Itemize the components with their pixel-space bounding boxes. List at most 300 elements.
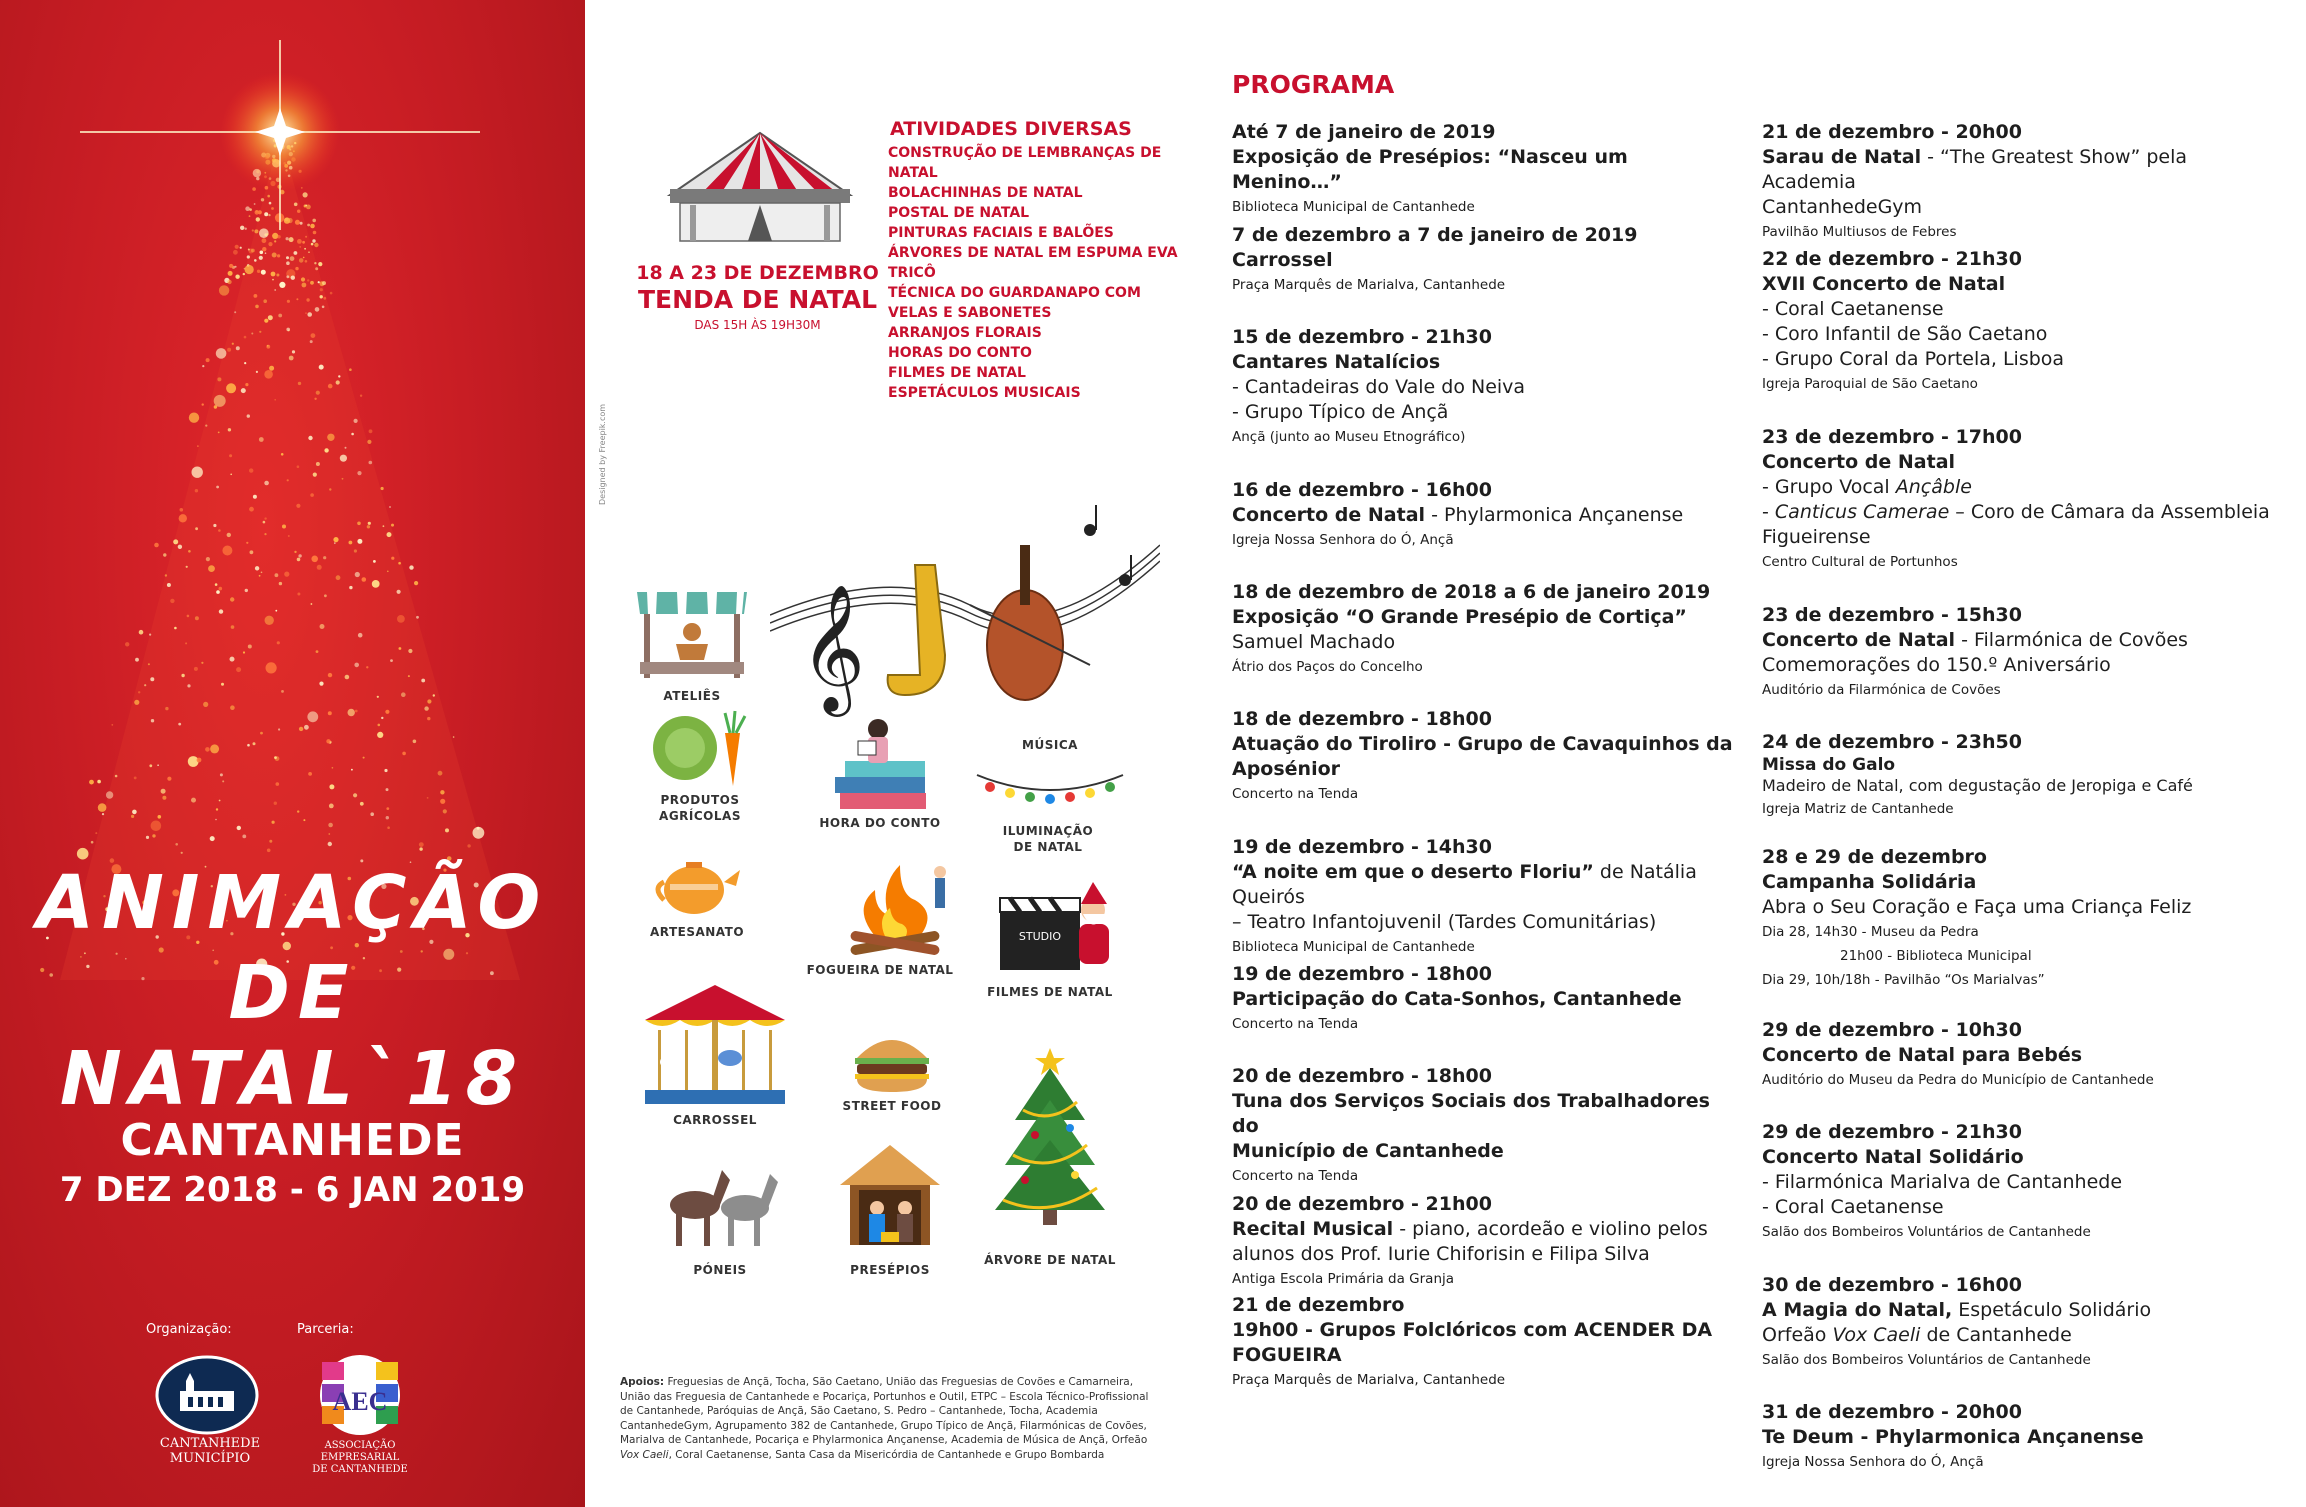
sparkle [205, 425, 207, 427]
sparkle [230, 657, 235, 662]
sparkle [98, 803, 107, 812]
sparkle [215, 819, 217, 821]
sparkle [263, 521, 266, 524]
sparkle [326, 739, 330, 743]
sparkle [279, 582, 282, 585]
sparkle [125, 642, 129, 646]
sparkle [419, 842, 424, 847]
sparkle [367, 440, 371, 444]
sparkle [272, 253, 277, 258]
sparkle [354, 663, 359, 668]
programa-heading: PROGRAMA [1232, 70, 1395, 99]
sparkle [286, 256, 289, 259]
sparkle [149, 764, 152, 767]
sparkle [390, 659, 393, 662]
event-item: 28 e 29 de dezembro Campanha Solidária Abra o Seu Coração e Faça uma Criança Feliz Dia 28, 14h30 - Museu da Pedra 21h00 - Biblioteca Municipal Dia 29, 10h/18h - Pavilhão “Os Marialvas” [1762, 846, 2192, 988]
sparkle [323, 297, 326, 300]
sparkle [453, 736, 455, 738]
activities-heading: ATIVIDADES DIVERSAS [890, 118, 1132, 140]
sparkle [421, 679, 425, 683]
sparkle [245, 206, 250, 211]
sparkle [230, 705, 235, 710]
caption-carrossel: CARROSSEL [673, 1113, 757, 1127]
sparkle [277, 235, 280, 238]
sparkle [312, 219, 316, 223]
svg-text:STUDIO: STUDIO [1018, 930, 1062, 943]
sparkle [427, 717, 430, 720]
caption-arvore: ÁRVORE DE NATAL [984, 1253, 1116, 1267]
clapperboard-icon [995, 880, 1115, 980]
sparkle [314, 398, 316, 400]
sparkle [249, 507, 254, 512]
sparkle [216, 486, 219, 489]
sparkle [378, 724, 381, 727]
sparkle [267, 345, 269, 347]
sparkle [267, 849, 271, 853]
sparkle [330, 946, 333, 949]
caption-street-food: STREET FOOD [842, 1099, 942, 1113]
caption-musica: MÚSICA [1022, 738, 1078, 752]
sparkle [255, 566, 259, 570]
sparkle [161, 789, 166, 794]
sparkle [316, 391, 320, 395]
sparkle [322, 281, 326, 285]
sparkle [201, 662, 203, 664]
sparkle [372, 580, 380, 588]
sparkle [259, 575, 261, 577]
sparkle [297, 558, 301, 562]
sparkle [269, 202, 272, 205]
sparkle [259, 228, 269, 238]
sparkle [310, 224, 315, 229]
sparkle [272, 233, 278, 239]
sparkle [391, 557, 394, 560]
sparkle [247, 744, 250, 747]
sparkle [220, 773, 223, 776]
sparkle [236, 667, 241, 672]
sparkle [245, 383, 248, 386]
sparkle [228, 271, 233, 276]
sparkle [307, 312, 312, 317]
sparkle [245, 589, 248, 592]
sparkle [115, 775, 118, 778]
sparkle [320, 295, 323, 298]
sparkle [152, 834, 155, 837]
tenda-hours: DAS 15H ÀS 19H30M [694, 318, 821, 332]
sparkle [330, 292, 333, 295]
sparkle [251, 333, 253, 335]
sparkle [303, 192, 308, 197]
sparkle [165, 707, 168, 710]
sparkle [299, 246, 301, 248]
sparkle [257, 270, 260, 273]
sparkle [252, 187, 256, 191]
partner-label: Parceria: [297, 1322, 354, 1337]
sparkle [328, 823, 333, 828]
sparkle [286, 275, 289, 278]
sparkle [306, 298, 309, 301]
ponies-icon [660, 1160, 780, 1255]
sparkle [311, 333, 316, 338]
sparkle [357, 522, 361, 526]
sparkle [218, 432, 220, 434]
sparkle [77, 848, 89, 860]
tenda-title: TENDA DE NATAL [637, 285, 878, 314]
sparkle [264, 212, 268, 216]
sparkle [206, 557, 210, 561]
sparkle [310, 281, 314, 285]
sparkle [232, 343, 234, 345]
sparkle [254, 210, 259, 215]
activity-item: ARRANJOS FLORAIS [888, 325, 1042, 341]
sparkle [252, 229, 254, 231]
sparkle [440, 799, 445, 804]
sparkle [288, 535, 290, 537]
sparkle [401, 692, 406, 697]
sparkle [316, 650, 319, 653]
sparkle [277, 641, 280, 644]
sparkle [186, 566, 188, 568]
event-item: Até 7 de janeiro de 2019 Exposição de Presépios: “Nasceu um Menino…” Biblioteca Municipal de Cantanhede [1232, 121, 1628, 215]
event-item: 21 de dezembro - 20h00 Sarau de Natal - “The Greatest Show” pela Academia CantanhedeGym Pavilhão Multiusos de Febres [1762, 121, 2188, 240]
sparkle [443, 809, 447, 813]
activity-item: POSTAL DE NATAL [888, 205, 1030, 221]
sparkle [97, 780, 101, 784]
sparkle [387, 571, 389, 573]
sparkle [191, 798, 196, 803]
sparkle [311, 603, 313, 605]
sparkle [408, 649, 412, 653]
sparkle [308, 251, 310, 253]
tenda-dates: 18 A 23 DE DEZEMBRO [636, 262, 879, 284]
sparkle [308, 436, 312, 440]
sparkle [256, 371, 258, 373]
sparkle [197, 445, 199, 447]
sparkle [384, 769, 387, 772]
sparkle [397, 615, 405, 623]
sparkle [386, 788, 389, 791]
sparkle [208, 565, 215, 572]
activity-item: BOLACHINHAS DE NATAL [888, 185, 1083, 201]
sparkle [297, 210, 300, 213]
burger-icon [852, 1030, 932, 1095]
sparkle [328, 384, 333, 389]
sparkle [178, 545, 182, 549]
sparkle [297, 465, 300, 468]
freepik-credit: Designed by Freepik.com [598, 403, 607, 505]
sparkle [148, 663, 150, 665]
sparkle [354, 419, 358, 423]
sparkle [230, 474, 232, 476]
sparkle [249, 208, 252, 211]
sparkle [271, 272, 276, 277]
sparkle [180, 508, 184, 512]
sparkle [308, 772, 312, 776]
sparkle [445, 828, 449, 832]
sparkle [276, 782, 280, 786]
sparkle [299, 727, 303, 731]
sparkle [369, 429, 373, 433]
sparkle [345, 675, 350, 680]
organization-label: Organização: [146, 1322, 232, 1337]
sparkle [318, 281, 320, 283]
sparkle [296, 504, 300, 508]
sparkle [269, 840, 272, 843]
sparkle [170, 599, 174, 603]
sparkle [297, 810, 299, 812]
event-item: 19 de dezembro - 14h30 “A noite em que o deserto Floriu” de Natália Queirós – Teatro Infantojuvenil (Tardes Comunitárias) Biblioteca Municipal de Cantanhede [1232, 836, 1697, 955]
sparkle [311, 243, 314, 246]
sparkle [197, 758, 202, 763]
sparkle [327, 434, 334, 441]
sparkle [289, 237, 294, 242]
sparkle [294, 251, 298, 255]
sparkle [249, 468, 253, 472]
sparkle [274, 240, 276, 242]
sparkle [363, 757, 365, 759]
activity-item: HORAS DO CONTO [888, 345, 1032, 361]
sparkle [307, 224, 310, 227]
sparkle [205, 747, 210, 752]
sparkle [264, 481, 269, 486]
sparkle [294, 551, 296, 553]
sparkle [247, 255, 250, 258]
event-item: 20 de dezembro - 18h00 Tuna dos Serviços Sociais dos Trabalhadores do Município de Cantanhede Concerto na Tenda [1232, 1065, 1710, 1184]
sparkle [336, 575, 341, 580]
sparkle [377, 732, 383, 738]
sparkle [303, 257, 305, 259]
sparkle [102, 813, 104, 815]
sparkle [287, 300, 290, 303]
aec-caption: ASSOCIAÇÃO EMPRESARIAL DE CANTANHEDE [312, 1440, 408, 1475]
sparkle [427, 699, 431, 703]
sparkle [268, 214, 270, 216]
vegetables-icon [645, 708, 755, 788]
sparkle [268, 242, 272, 246]
sparkle [314, 262, 316, 264]
sparkle [414, 581, 418, 585]
teapot-icon [652, 848, 742, 918]
sparkle [305, 312, 307, 314]
sparkle [264, 370, 273, 379]
sparkle [249, 215, 251, 217]
sparkle [279, 282, 285, 288]
sparkle [214, 395, 226, 407]
sparkle [91, 841, 94, 844]
sparkle [250, 550, 254, 554]
sparkle [181, 852, 183, 854]
sparkle [369, 461, 373, 465]
sparkle [134, 777, 137, 780]
sparkle [210, 744, 219, 753]
sparkle [248, 645, 252, 649]
sparkle [355, 572, 360, 577]
sparkle [234, 311, 236, 313]
sparkle [163, 553, 166, 556]
sparkle [319, 682, 323, 686]
sparkle [235, 275, 239, 279]
sparkle [221, 683, 224, 686]
sparkle [213, 524, 216, 527]
cover-title-line1: ANIMAÇÃO [36, 860, 549, 946]
sparkle [281, 453, 284, 456]
sparkle [277, 254, 280, 257]
sparkle [259, 437, 264, 442]
sparkle [194, 667, 198, 671]
sparkle [259, 256, 263, 260]
sparkle [264, 533, 266, 535]
sparkle [336, 380, 340, 384]
sparkle [291, 276, 295, 280]
sparkle [131, 815, 134, 818]
christmas-lights-icon [975, 765, 1125, 815]
sparkle [467, 844, 470, 847]
sparkle [274, 802, 277, 805]
sparkle [251, 249, 255, 253]
sparkle [281, 690, 284, 693]
sparkle [282, 525, 286, 529]
sparkle [237, 826, 241, 830]
sparkle [229, 264, 233, 268]
sparkle [387, 532, 392, 537]
sparkle [217, 377, 221, 381]
sparkle [173, 539, 178, 544]
event-item: 16 de dezembro - 16h00 Concerto de Natal - Phylarmonica Ançanense Igreja Nossa Senhora do Ó, Ançã [1232, 479, 1684, 548]
sparkle [299, 258, 304, 263]
activities-list [888, 143, 1188, 403]
sparkle [332, 767, 334, 769]
sparkle [286, 328, 290, 332]
sparkle [345, 447, 347, 449]
sparkle [424, 706, 428, 710]
sparkle [295, 220, 300, 225]
sparkle [265, 252, 267, 254]
reading-icon [820, 715, 940, 815]
sparkle [230, 597, 234, 601]
sparkle [192, 467, 203, 478]
sparkle [338, 375, 340, 377]
sparkle [267, 195, 270, 198]
sparkle [243, 651, 245, 653]
sparkle [305, 260, 308, 263]
sparkle [151, 719, 154, 722]
sparkle [297, 239, 302, 244]
sparkle [276, 274, 279, 277]
stall-icon [632, 582, 752, 682]
sparkle [353, 793, 357, 797]
sparkle [278, 728, 280, 730]
sparkle [262, 247, 266, 251]
sparkle [402, 752, 406, 756]
sparkle [355, 710, 358, 713]
sparkle [187, 684, 190, 687]
activity-item: FILMES DE NATAL [888, 365, 1026, 381]
sparkle [216, 348, 227, 359]
sparkle [167, 583, 171, 587]
sparkle [314, 243, 318, 247]
sparkle [253, 495, 257, 499]
sparkle [240, 247, 242, 249]
activity-item: TRICÔ [888, 265, 936, 281]
sparkle [146, 836, 149, 839]
nativity-icon [835, 1140, 945, 1250]
sparkle [328, 711, 332, 715]
sparkle [348, 709, 355, 716]
sparkle [243, 273, 245, 275]
sparkle [298, 554, 301, 557]
sparkle [260, 732, 263, 735]
sparkle [165, 574, 167, 576]
event-item: 24 de dezembro - 23h50 Missa do Galo Madeiro de Natal, com degustação de Jeropiga e Café Igreja Matriz de Cantanhede [1762, 731, 2193, 817]
sparkle [311, 556, 318, 563]
caption-iluminacao: ILUMINAÇÃO DE NATAL [1002, 824, 1094, 854]
sparkle [315, 267, 318, 270]
sparkle [219, 609, 223, 613]
sparkle [419, 847, 422, 850]
caption-fogueira: FOGUEIRA DE NATAL [806, 963, 954, 977]
event-item: 29 de dezembro - 21h30 Concerto Natal Solidário - Filarmónica Marialva de Cantanhede - Coral Caetanense Salão dos Bombeiros Voluntários de Cantanhede [1762, 1121, 2123, 1240]
event-item: 22 de dezembro - 21h30 XVII Concerto de Natal - Coral Caetanense - Coro Infantil de São Caetano - Grupo Coral da Portela, Lisboa Igreja Paroquial de São Caetano [1762, 248, 2065, 392]
sparkle [135, 658, 139, 662]
sparkle [399, 647, 402, 650]
sparkle [202, 403, 204, 405]
sparkle [383, 525, 385, 527]
sparkle [409, 565, 413, 569]
cover-city: CANTANHEDE [120, 1115, 465, 1166]
sparkle [305, 236, 307, 238]
sparkle [274, 399, 276, 401]
sparkle [305, 205, 307, 207]
sparkle [222, 546, 232, 556]
sparkle [297, 593, 300, 596]
sparkle [244, 362, 246, 364]
sparkle [351, 433, 354, 436]
sparkle [298, 382, 301, 385]
sparkle [302, 241, 305, 244]
sparkle [235, 266, 237, 268]
sparkle [387, 826, 390, 829]
sparkle [349, 368, 352, 371]
sparkle [219, 587, 223, 591]
sparkle [315, 307, 320, 312]
sparkle [290, 256, 295, 261]
sparkle [377, 696, 379, 698]
sparkle [362, 577, 367, 582]
cover-panel [0, 0, 585, 1507]
sparkle [360, 802, 364, 806]
sparkle [292, 350, 295, 353]
sparkle [278, 314, 282, 318]
sparkle [324, 448, 328, 452]
sparkle [317, 565, 322, 570]
activity-item: ESPETÁCULOS MUSICAIS [888, 385, 1081, 401]
sparkle [391, 524, 394, 527]
sparkle [162, 796, 166, 800]
sparkle [206, 358, 210, 362]
sparkle [304, 248, 306, 250]
sparkle [427, 797, 429, 799]
sparkle [106, 791, 113, 798]
sparkle [300, 222, 303, 225]
sparkle [175, 843, 178, 846]
sparkle [349, 586, 352, 589]
sparkle [274, 289, 276, 291]
sparkle [260, 251, 264, 255]
sparkle [179, 514, 187, 522]
sparkle [433, 694, 435, 696]
sparkle [340, 455, 347, 462]
sparkle [214, 405, 217, 408]
